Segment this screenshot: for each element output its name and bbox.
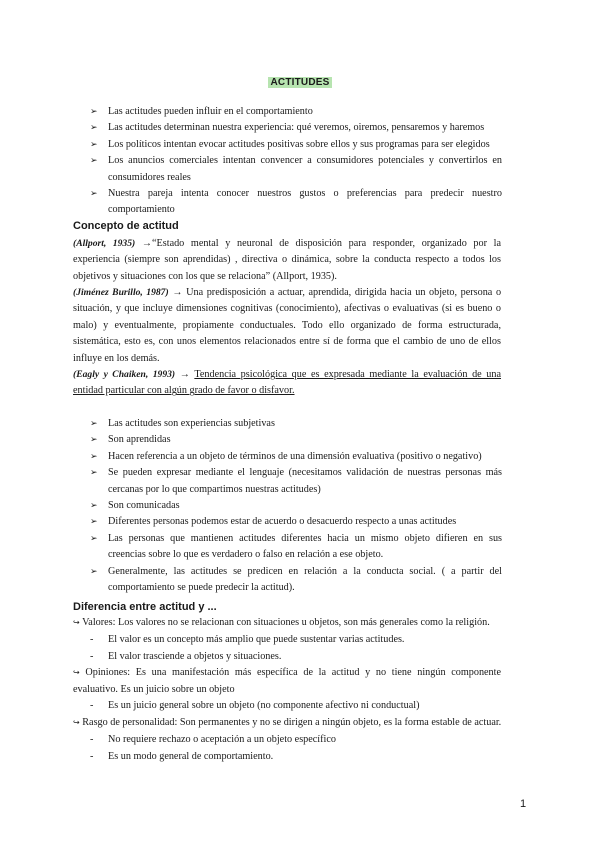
personality-line — [73, 715, 513, 732]
personality-label: Rasgo de personalidad: — [82, 717, 178, 728]
list-item: - El valor es un concepto más amplio que puede sustentar varias actitudes. — [90, 632, 502, 649]
dash-bullet: - — [90, 634, 94, 645]
definition-text: Una predisposición a actuar, aprendida, dirigida hacia un objeto, persona o situación, y que incluye dimensiones cognitivas (conocimiento), afectivas o evaluativas (si es bueno o malo) y eventualmente, propiamente conductuales. Todo ello organizado de forma estructurada, sistemática, esto es, con unos elementos relacionados entre sí de forma que el cambio de uno de ellos influye en los demás. — [73, 287, 502, 364]
values-label: Valores: — [82, 617, 116, 628]
hook-arrow-icon: ↪ — [73, 718, 80, 727]
arrow-bullet-icon: ➢ — [90, 189, 98, 200]
values-line — [73, 615, 513, 632]
arrow-bullet-icon: ➢ — [90, 451, 98, 462]
list-item: - Es un juicio general sobre un objeto (no componente afectivo ni conductual) — [90, 698, 502, 715]
arrow-bullet-icon: ➢ — [90, 107, 98, 117]
list-item: - El valor trasciende a objetos y situaciones. — [90, 649, 502, 666]
list-item: ➢ Las actitudes pueden influir en el comportamiento — [90, 104, 502, 120]
dash-bullet: - — [90, 650, 94, 662]
opinions-dash-list — [90, 698, 502, 715]
opinions-line — [73, 665, 501, 698]
definition-arrow: → — [179, 369, 190, 380]
arrow-bullet-icon: ➢ — [90, 517, 98, 528]
concept-heading: Concepto de actitud — [73, 220, 179, 232]
difference-heading: Diferencia entre actitud y ... — [73, 601, 217, 613]
list-item: - No requiere rechazo o aceptación a un objeto específico — [90, 732, 502, 749]
definition-text: “Estado mental y neuronal de disposición para responder, organizado por la experiencia (siempre son aprendidas) , directiva o dinámica, sobre la conducta respecto a todos los objetivos y situaciones con los que se relaciona” (Allport, 1935). — [73, 238, 501, 282]
list-item: ➢ Son comunicadas — [90, 498, 502, 514]
values-dash-list — [90, 632, 502, 665]
opinions-text: Es una manifestación más específica de la actitud y no tiene ningún componente evaluativo. Es un juicio sobre un objeto — [73, 667, 502, 695]
arrow-bullet-icon: ➢ — [90, 468, 98, 479]
list-item: ➢ Las actitudes son experiencias subjetivas — [90, 416, 502, 432]
personality-text: Son permanentes y no se dirigen a ningún objeto, es la forma estable de actuar. — [179, 717, 502, 728]
hook-arrow-icon: ↪ — [73, 668, 80, 677]
arrow-bullet-icon: ➢ — [90, 123, 98, 134]
arrow-bullet-icon: ➢ — [90, 566, 98, 577]
definition-arrow: → — [172, 287, 183, 298]
features-bullet-list — [90, 416, 502, 596]
definition-eagly — [73, 367, 501, 400]
personality-dash-list — [90, 732, 502, 765]
list-item: ➢ Los anuncios comerciales intentan convencer a consumidores potenciales y convertirlos en consumidores reales — [90, 155, 502, 183]
definition-arrow: → — [141, 238, 153, 249]
values-text: Los valores no se relacionan con situaciones u objetos, son más generales como la religión. — [118, 617, 490, 628]
arrow-bullet-icon: ➢ — [90, 419, 98, 429]
dash-bullet: - — [90, 750, 94, 762]
list-item: ➢ Las actitudes determinan nuestra experiencia: qué veremos, oiremos, pensaremos y haremos — [90, 120, 502, 136]
list-item: ➢ Las personas que mantienen actitudes diferentes hacia un mismo objeto difieren en sus creencias sobre lo que es verdadero o falso en relación a ese objeto. — [90, 532, 502, 561]
arrow-bullet-icon: ➢ — [90, 533, 98, 544]
arrow-bullet-icon: ➢ — [90, 435, 98, 446]
page-number: 1 — [520, 798, 527, 810]
citation: (Jiménez Burillo, 1987) — [73, 287, 169, 298]
arrow-bullet-icon: ➢ — [90, 139, 98, 150]
page-title-wrap — [0, 72, 600, 90]
list-item: ➢ Los políticos intentan evocar actitudes positivas sobre ellos y sus programas para ser elegidos — [90, 137, 502, 153]
hook-arrow-icon: ↪ — [73, 618, 80, 627]
list-item: ➢ Se pueden expresar mediante el lenguaje (necesitamos validación de nuestras personas más cercanas por lo que compartimos nuestras actitudes) — [90, 467, 502, 495]
intro-bullet-list — [90, 104, 502, 219]
dash-bullet: - — [90, 734, 94, 745]
page-title: ACTITUDES — [270, 77, 330, 88]
citation: (Allport, 1935) — [73, 238, 136, 249]
list-item: ➢ Diferentes personas podemos estar de acuerdo o desacuerdo respecto a unas actitudes — [90, 514, 502, 530]
definition-text: Tendencia psicológica que es expresada mediante la evaluación de una entidad particular con algún grado de favor o disfavor. — [73, 369, 501, 397]
list-item: ➢ Hacen referencia a un objeto de términos de una dimensión evaluativa (positivo o negativo) — [90, 449, 502, 465]
arrow-bullet-icon: ➢ — [90, 156, 98, 167]
opinions-label: Opiniones: — [85, 667, 131, 678]
definition-allport — [73, 236, 501, 285]
arrow-bullet-icon: ➢ — [90, 501, 98, 512]
list-item: ➢ Nuestra pareja intenta conocer nuestros gustos o preferencias para predecir nuestro comportamiento — [90, 188, 502, 216]
list-item: ➢ Son aprendidas — [90, 432, 502, 448]
dash-bullet: - — [90, 700, 94, 711]
list-item: - Es un modo general de comportamiento. — [90, 749, 502, 766]
citation: (Eagly y Chaiken, 1993) — [73, 369, 176, 380]
list-item: ➢ Generalmente, las actitudes se predicen en relación a la conducta social. ( a partir del comportamiento se puede predecir la actitud). — [90, 565, 502, 594]
definition-jimenez — [73, 285, 501, 367]
